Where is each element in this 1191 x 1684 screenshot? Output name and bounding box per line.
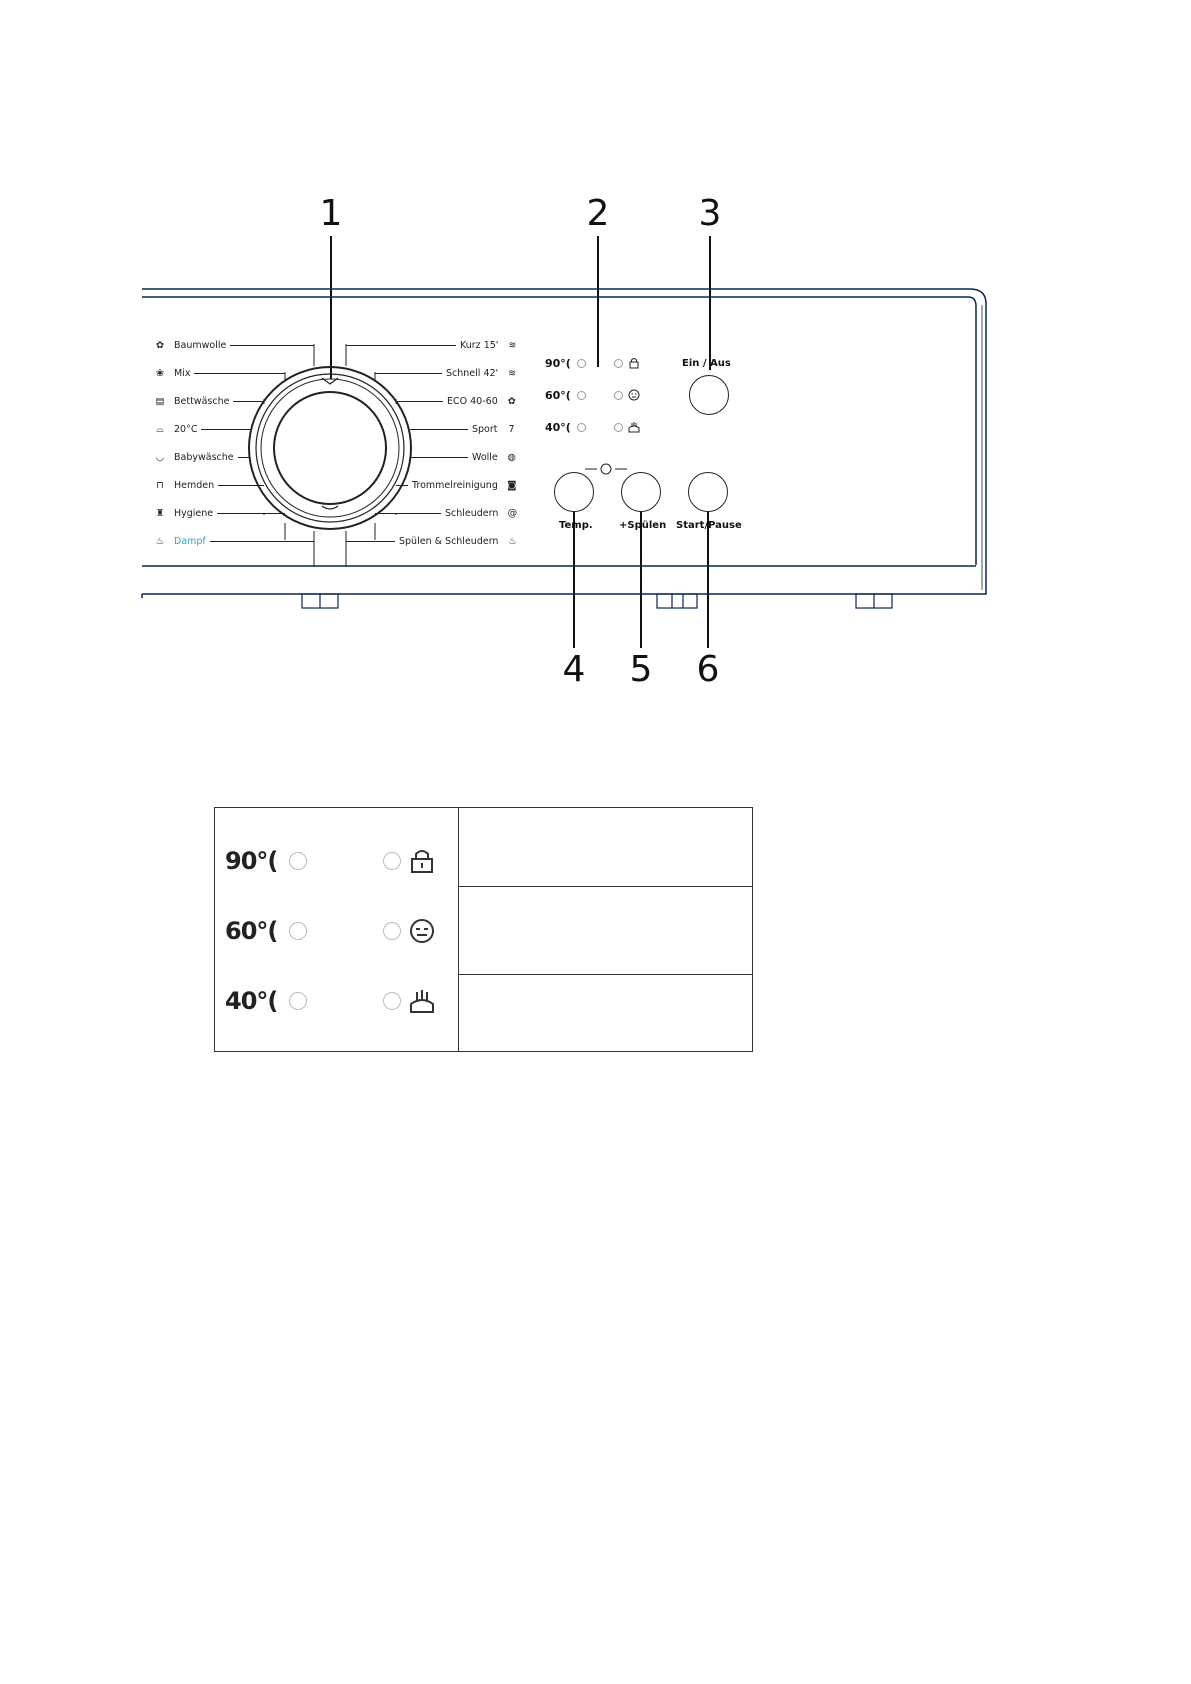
program-label: Schnell 42' — [446, 367, 499, 379]
rinse-spin-icon: ♨ — [508, 535, 517, 547]
program-label: Kurz 15' — [460, 339, 499, 351]
program-label: Dampf — [174, 535, 206, 547]
program-wolle — [410, 447, 522, 467]
callout-2: 2 — [586, 193, 610, 234]
zoom-status-led-2 — [383, 922, 401, 940]
power-button[interactable] — [689, 375, 729, 415]
program-leader-line — [410, 429, 468, 430]
steam-icon: ♨ — [155, 535, 165, 547]
steam-care-indicator — [614, 421, 640, 433]
steam-care-icon — [409, 988, 435, 1014]
face-icon — [585, 464, 627, 474]
zoom-temp-40: 40°( — [225, 987, 278, 1015]
power-button-label: Ein / Aus — [682, 358, 731, 369]
program-20-c — [150, 419, 250, 439]
shirt-icon: ⊓ — [156, 479, 164, 491]
start-pause-button-label: Start/Pause — [676, 520, 742, 531]
temp-led-90 — [577, 359, 586, 368]
20c-icon: ⌓ — [156, 423, 164, 435]
program-spülen-schleudern — [346, 531, 522, 551]
temp-label-90: 90°( — [545, 357, 571, 370]
baby-icon: ◡ — [155, 451, 165, 463]
program-label: Baumwolle — [174, 339, 227, 351]
program-leader-line — [210, 541, 314, 542]
program-label: Mix — [174, 367, 191, 379]
hygiene-icon: ♜ — [155, 507, 165, 519]
callout-1: 1 — [319, 193, 343, 234]
zoom-status-led-1 — [383, 852, 401, 870]
temp-indicator-90 — [545, 357, 586, 370]
temp-led-60 — [577, 391, 586, 400]
legend-description-2 — [459, 887, 753, 974]
program-sport — [410, 419, 522, 439]
eco-icon: ✿ — [507, 395, 516, 407]
zoom-row-40 — [225, 981, 435, 1021]
callout-4: 4 — [562, 649, 586, 690]
program-leader-line — [396, 485, 408, 486]
program-eco-40-60 — [396, 391, 522, 411]
program-leader-line — [217, 513, 285, 514]
callout-5: 5 — [629, 649, 653, 690]
program-kurz-15- — [346, 335, 522, 355]
program-label: Sport — [472, 423, 498, 435]
zoom-temp-60: 60°( — [225, 917, 278, 945]
program-label: 20°C — [174, 423, 198, 435]
program-leader-line — [201, 429, 250, 430]
lock-icon — [628, 357, 640, 369]
temp-indicator-40 — [545, 421, 586, 434]
legend-description-3 — [459, 974, 753, 1051]
program-babywäsche — [150, 447, 250, 467]
program-label: Bettwäsche — [174, 395, 230, 407]
program-hygiene — [150, 503, 285, 523]
program-mix — [150, 363, 285, 383]
program-dampf — [150, 531, 314, 551]
quick-42-icon: ≋ — [508, 367, 517, 379]
cotton-icon: ✿ — [156, 339, 164, 351]
program-leader-line — [238, 457, 250, 458]
program-leader-line — [218, 485, 264, 486]
temp-button-label: Temp. — [559, 520, 593, 531]
program-hemden — [150, 475, 264, 495]
sport-icon: 7 — [508, 423, 515, 435]
start-pause-button[interactable] — [688, 472, 728, 512]
lock-led — [614, 359, 623, 368]
program-leader-line — [410, 457, 468, 458]
program-trommelreinigung — [396, 475, 522, 495]
zoom-row-60 — [225, 911, 435, 951]
legend-description-1 — [459, 808, 753, 887]
program-schleudern — [375, 503, 522, 523]
program-leader-line — [396, 401, 443, 402]
drum-clean-icon: ◙ — [507, 479, 517, 491]
face-indicator — [614, 389, 640, 401]
indicator-zoom-cell — [215, 808, 459, 1052]
temp-button[interactable] — [554, 472, 594, 512]
indicator-legend-table — [214, 807, 753, 1052]
lock-icon — [409, 848, 435, 874]
program-label: Spülen & Schleudern — [399, 535, 499, 547]
program-label: Wolle — [472, 451, 498, 463]
program-label: Hemden — [174, 479, 215, 491]
callout-3: 3 — [698, 193, 722, 234]
temp-label-60: 60°( — [545, 389, 571, 402]
zoom-status-led-3 — [383, 992, 401, 1010]
program-label: Babywäsche — [174, 451, 234, 463]
rinse-button-label: +Spülen — [619, 520, 667, 531]
zoom-row-90 — [225, 841, 435, 881]
rinse-button[interactable] — [621, 472, 661, 512]
program-label: Hygiene — [174, 507, 214, 519]
temp-led-40 — [577, 423, 586, 432]
steam-care-led — [614, 423, 623, 432]
program-schnell-42- — [375, 363, 522, 383]
zoom-temp-90: 90°( — [225, 847, 278, 875]
program-label: ECO 40-60 — [447, 395, 498, 407]
spin-icon: @ — [507, 507, 518, 519]
quick-15-icon: ≋ — [508, 339, 517, 351]
face-icon — [628, 389, 640, 401]
program-label: Schleudern — [445, 507, 499, 519]
wool-icon: ◍ — [507, 451, 516, 463]
program-leader-line — [233, 401, 264, 402]
zoom-temp-led-90 — [289, 852, 307, 870]
program-leader-line — [230, 345, 314, 346]
program-leader-line — [194, 373, 285, 374]
temp-label-40: 40°( — [545, 421, 571, 434]
program-label: Trommelreinigung — [412, 479, 498, 491]
mix-icon: ❀ — [156, 367, 164, 379]
callout-6: 6 — [696, 649, 720, 690]
program-leader-line — [346, 345, 456, 346]
face-led — [614, 391, 623, 400]
zoom-temp-led-40 — [289, 992, 307, 1010]
steam-care-icon — [628, 421, 640, 433]
program-leader-line — [375, 373, 442, 374]
program-bettwäsche — [150, 391, 264, 411]
bedding-icon: ▤ — [155, 395, 165, 407]
zoom-temp-led-60 — [289, 922, 307, 940]
program-leader-line — [375, 513, 441, 514]
lock-indicator — [614, 357, 640, 369]
program-leader-line — [346, 541, 395, 542]
temp-indicator-60 — [545, 389, 586, 402]
program-baumwolle — [150, 335, 314, 355]
face-icon — [409, 918, 435, 944]
